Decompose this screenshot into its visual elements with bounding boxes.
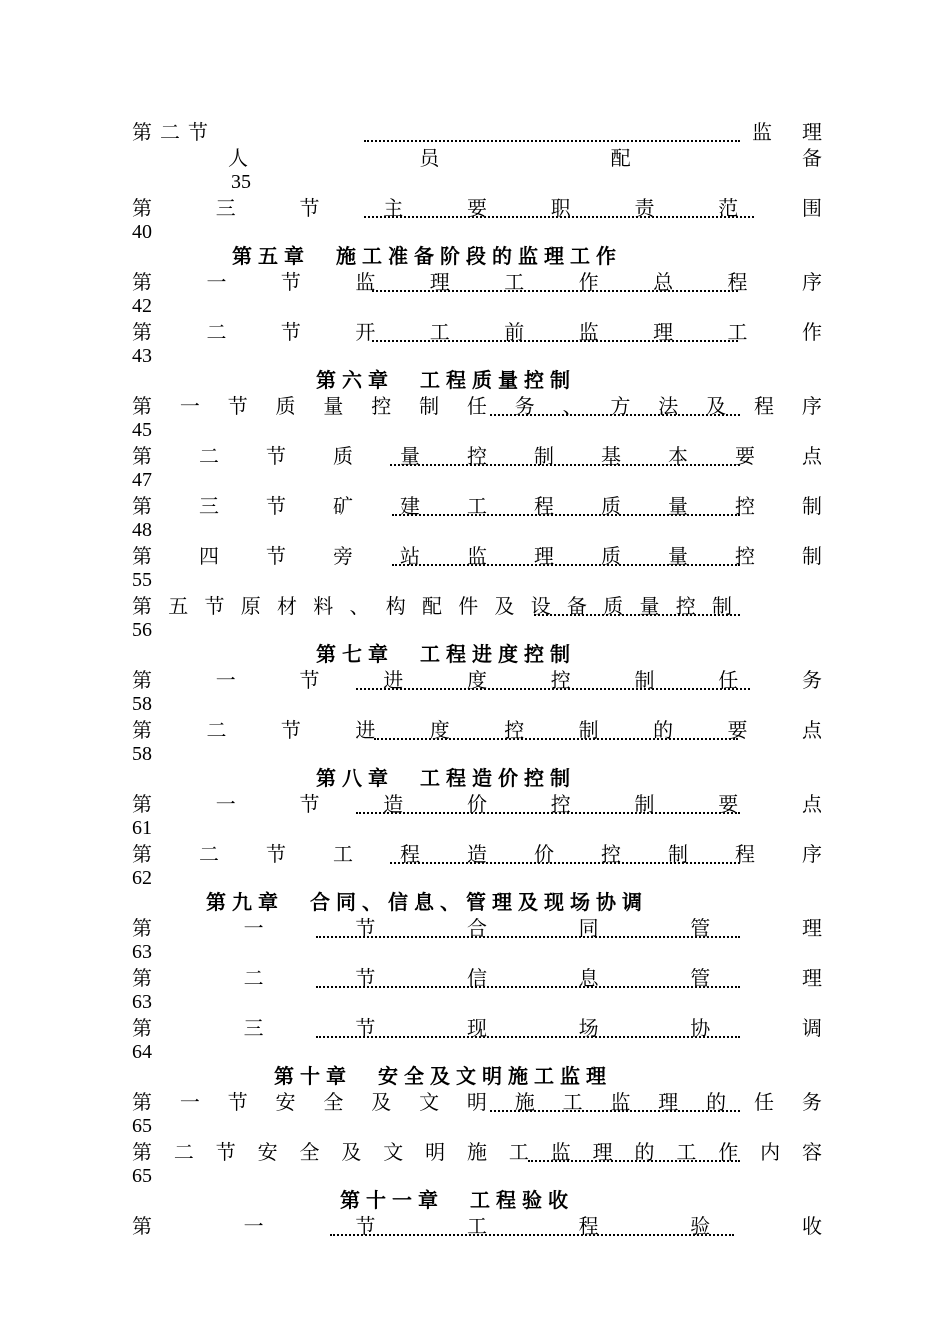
toc-char: 量 bbox=[668, 544, 688, 568]
toc-char: 监 bbox=[610, 1090, 631, 1114]
toc-char: 基 bbox=[601, 444, 621, 468]
toc-char: 程 bbox=[400, 842, 420, 866]
page-number: 65 bbox=[132, 1165, 152, 1187]
toc-char: 作 bbox=[801, 320, 822, 344]
toc-char: 一 bbox=[206, 270, 227, 294]
toc-char: 的 bbox=[634, 1140, 655, 1164]
leader-dots bbox=[534, 614, 740, 616]
toc-char: 监 bbox=[578, 320, 599, 344]
toc-char: 三 bbox=[243, 1016, 264, 1040]
toc-char: 信 bbox=[466, 966, 487, 990]
toc-char: 任 bbox=[718, 668, 739, 692]
toc-char: 管 bbox=[690, 916, 711, 940]
toc-char: 度 bbox=[429, 718, 450, 742]
toc-char: 度 bbox=[467, 668, 487, 692]
toc-char: 节 bbox=[280, 718, 301, 742]
toc-char: 内 bbox=[760, 1140, 781, 1164]
toc-char: 料 bbox=[313, 594, 334, 618]
page-number: 43 bbox=[132, 345, 152, 367]
toc-char: 控 bbox=[735, 494, 755, 518]
toc-char: 构 bbox=[385, 594, 406, 618]
toc-char: 、 bbox=[562, 394, 583, 418]
page-number: 35 bbox=[231, 171, 251, 193]
toc-char: 总 bbox=[653, 270, 674, 294]
toc-char: 制 bbox=[578, 718, 599, 742]
toc-char: 第 bbox=[132, 494, 152, 518]
toc-char: 安 bbox=[275, 1090, 296, 1114]
toc-char: 第 bbox=[132, 270, 152, 294]
toc-char: 工 bbox=[429, 320, 450, 344]
toc-char: 一 bbox=[243, 916, 264, 940]
toc-char: 及 bbox=[341, 1140, 362, 1164]
page-number: 58 bbox=[132, 693, 152, 715]
toc-char: 一 bbox=[215, 792, 236, 816]
leader-dots bbox=[356, 688, 750, 690]
toc-char: 明 bbox=[425, 1140, 446, 1164]
toc-char: 制 bbox=[634, 792, 655, 816]
section-label: 第二节 bbox=[132, 120, 216, 144]
toc-char: 围 bbox=[802, 196, 822, 220]
toc-char: 节 bbox=[266, 494, 286, 518]
toc-char: 监 bbox=[467, 544, 487, 568]
toc-char: 任 bbox=[753, 1090, 774, 1114]
toc-char: 序 bbox=[801, 270, 822, 294]
toc-char: 方 bbox=[610, 394, 631, 418]
toc-char: 一 bbox=[215, 668, 236, 692]
toc-char: 二 bbox=[199, 842, 219, 866]
toc-char: 人 bbox=[228, 146, 248, 170]
toc-char: 节 bbox=[299, 196, 320, 220]
toc-char: 作 bbox=[718, 1140, 739, 1164]
toc-char: 及 bbox=[371, 1090, 392, 1114]
toc-char: 制 bbox=[802, 494, 822, 518]
toc-char: 配 bbox=[422, 594, 442, 618]
toc-char: 调 bbox=[801, 1016, 822, 1040]
toc-char: 施 bbox=[467, 1140, 487, 1164]
toc-char: 工 bbox=[333, 842, 353, 866]
toc-char: 、 bbox=[349, 594, 370, 618]
section-title: 监理 bbox=[752, 120, 852, 144]
chapter-heading: 第十章 安全及文明施工监理 bbox=[274, 1064, 612, 1088]
toc-char: 要 bbox=[718, 792, 739, 816]
toc-char: 点 bbox=[802, 444, 822, 468]
toc-char: 工 bbox=[562, 1090, 583, 1114]
toc-char: 节 bbox=[355, 1016, 376, 1040]
page-number: 58 bbox=[132, 743, 152, 765]
toc-char: 务 bbox=[514, 394, 535, 418]
toc-char: 矿 bbox=[333, 494, 353, 518]
leader-dots bbox=[372, 340, 738, 342]
page-number: 48 bbox=[132, 519, 152, 541]
toc-char: 第 bbox=[132, 594, 152, 618]
leader-dots bbox=[390, 862, 740, 864]
leader-dots bbox=[528, 1160, 740, 1162]
toc-char: 前 bbox=[504, 320, 525, 344]
toc-char: 二 bbox=[206, 718, 227, 742]
toc-char: 节 bbox=[299, 792, 320, 816]
toc-char: 节 bbox=[204, 594, 225, 618]
toc-char: 理 bbox=[658, 1090, 679, 1114]
toc-char: 验 bbox=[690, 1214, 711, 1238]
toc-char: 制 bbox=[712, 594, 732, 618]
toc-char: 第 bbox=[132, 916, 152, 940]
toc-char: 的 bbox=[706, 1090, 727, 1114]
toc-char: 价 bbox=[467, 792, 487, 816]
page-number: 40 bbox=[132, 221, 152, 243]
toc-char: 制 bbox=[419, 394, 440, 418]
toc-char: 管 bbox=[690, 966, 711, 990]
toc-char: 三 bbox=[199, 494, 219, 518]
toc-char: 工 bbox=[466, 1214, 487, 1238]
toc-char: 备 bbox=[801, 146, 822, 170]
page-number: 62 bbox=[132, 867, 152, 889]
toc-char: 质 bbox=[601, 544, 621, 568]
leader-dots bbox=[374, 738, 738, 740]
toc-char: 收 bbox=[801, 1214, 822, 1238]
toc-char: 量 bbox=[668, 494, 688, 518]
toc-char: 第 bbox=[132, 394, 152, 418]
toc-char: 程 bbox=[534, 494, 554, 518]
toc-char: 协 bbox=[690, 1016, 711, 1040]
leader-dots bbox=[390, 464, 740, 466]
toc-char: 监 bbox=[550, 1140, 571, 1164]
toc-char: 价 bbox=[534, 842, 554, 866]
toc-char: 全 bbox=[299, 1140, 320, 1164]
toc-char: 二 bbox=[173, 1140, 194, 1164]
toc-char: 作 bbox=[578, 270, 599, 294]
toc-char: 控 bbox=[504, 718, 525, 742]
toc-char: 工 bbox=[508, 1140, 529, 1164]
toc-char: 节 bbox=[227, 394, 248, 418]
toc-char: 件 bbox=[458, 594, 479, 618]
toc-char: 质 bbox=[603, 594, 624, 618]
toc-char: 工 bbox=[676, 1140, 697, 1164]
toc-char: 合 bbox=[466, 916, 487, 940]
page-number: 45 bbox=[132, 419, 152, 441]
toc-char: 量 bbox=[639, 594, 660, 618]
toc-char: 制 bbox=[668, 842, 688, 866]
toc-char: 开 bbox=[355, 320, 376, 344]
toc-char: 序 bbox=[801, 394, 822, 418]
page-number: 55 bbox=[132, 569, 152, 591]
toc-char: 点 bbox=[802, 792, 822, 816]
toc-char: 程 bbox=[727, 270, 748, 294]
page-number: 63 bbox=[132, 941, 152, 963]
leader-dots bbox=[356, 812, 740, 814]
toc-char: 制 bbox=[634, 668, 655, 692]
toc-char: 范 bbox=[718, 196, 739, 220]
toc-char: 点 bbox=[801, 718, 822, 742]
toc-char: 造 bbox=[467, 842, 487, 866]
toc-char: 控 bbox=[467, 444, 487, 468]
toc-char: 控 bbox=[371, 394, 392, 418]
toc-char: 任 bbox=[466, 394, 487, 418]
toc-char: 量 bbox=[400, 444, 420, 468]
toc-char: 及 bbox=[494, 594, 515, 618]
toc-char: 第 bbox=[132, 1016, 152, 1040]
toc-char: 备 bbox=[567, 594, 587, 618]
toc-char: 理 bbox=[592, 1140, 613, 1164]
toc-char: 第 bbox=[132, 792, 152, 816]
toc-char: 同 bbox=[578, 916, 599, 940]
toc-char: 息 bbox=[578, 966, 599, 990]
toc-char: 的 bbox=[653, 718, 674, 742]
toc-char: 要 bbox=[727, 718, 748, 742]
toc-char: 一 bbox=[179, 394, 200, 418]
chapter-heading: 第五章 施工准备阶段的监理工作 bbox=[232, 244, 622, 268]
chapter-heading: 第十一章 工程验收 bbox=[340, 1188, 574, 1212]
toc-char: 法 bbox=[658, 394, 679, 418]
toc-char: 五 bbox=[168, 594, 189, 618]
toc-char: 设 bbox=[530, 594, 551, 618]
toc-char: 容 bbox=[802, 1140, 822, 1164]
page-number: 65 bbox=[132, 1115, 152, 1137]
toc-char: 制 bbox=[534, 444, 554, 468]
toc-char: 第 bbox=[132, 1090, 152, 1114]
toc-char: 四 bbox=[199, 544, 219, 568]
toc-char: 工 bbox=[727, 320, 748, 344]
page-number: 64 bbox=[132, 1041, 152, 1063]
toc-char: 建 bbox=[400, 494, 420, 518]
toc-char: 现 bbox=[466, 1016, 487, 1040]
toc-char: 量 bbox=[323, 394, 344, 418]
toc-char: 务 bbox=[801, 1090, 822, 1114]
toc-char: 第 bbox=[132, 444, 152, 468]
toc-char: 第 bbox=[132, 668, 152, 692]
toc-char: 质 bbox=[275, 394, 296, 418]
toc-char: 二 bbox=[206, 320, 227, 344]
chapter-heading: 第七章 工程进度控制 bbox=[316, 642, 576, 666]
toc-char: 工 bbox=[467, 494, 487, 518]
toc-char: 节 bbox=[227, 1090, 248, 1114]
toc-char: 全 bbox=[323, 1090, 344, 1114]
leader-dots bbox=[490, 1110, 740, 1112]
toc-char: 一 bbox=[179, 1090, 200, 1114]
toc-char: 站 bbox=[400, 544, 420, 568]
toc-char: 节 bbox=[299, 668, 320, 692]
toc-char: 原 bbox=[240, 594, 261, 618]
toc-char: 进 bbox=[383, 668, 404, 692]
toc-char: 监 bbox=[355, 270, 376, 294]
leader-dots bbox=[316, 986, 740, 988]
toc-char: 序 bbox=[802, 842, 822, 866]
toc-char: 造 bbox=[383, 792, 404, 816]
toc-char: 施 bbox=[514, 1090, 535, 1114]
toc-char: 文 bbox=[383, 1140, 404, 1164]
toc-char: 及 bbox=[706, 394, 727, 418]
chapter-heading: 第八章 工程造价控制 bbox=[316, 766, 576, 790]
chapter-heading: 第六章 工程质量控制 bbox=[316, 368, 576, 392]
toc-char: 员 bbox=[419, 146, 440, 170]
toc-char: 二 bbox=[243, 966, 264, 990]
toc-char: 责 bbox=[634, 196, 655, 220]
toc-char: 进 bbox=[355, 718, 376, 742]
toc-char: 程 bbox=[735, 842, 755, 866]
toc-char: 理 bbox=[801, 966, 822, 990]
leader-dots bbox=[372, 290, 738, 292]
toc-char: 节 bbox=[266, 842, 286, 866]
toc-char: 配 bbox=[610, 146, 631, 170]
leader-dots bbox=[330, 1234, 734, 1236]
leader-dots bbox=[364, 140, 740, 142]
page-number: 47 bbox=[132, 469, 152, 491]
toc-char: 节 bbox=[280, 320, 301, 344]
leader-dots bbox=[316, 936, 740, 938]
leader-dots bbox=[316, 1036, 740, 1038]
toc-char: 第 bbox=[132, 966, 152, 990]
toc-char: 第 bbox=[132, 718, 152, 742]
chapter-heading: 第九章 合同、信息、管理及现场协调 bbox=[206, 890, 648, 914]
toc-char: 理 bbox=[653, 320, 674, 344]
toc-char: 一 bbox=[243, 1214, 264, 1238]
toc-char: 控 bbox=[735, 544, 755, 568]
toc-char: 节 bbox=[355, 916, 376, 940]
toc-char: 节 bbox=[355, 1214, 376, 1238]
toc-char: 要 bbox=[735, 444, 755, 468]
toc-char: 文 bbox=[419, 1090, 440, 1114]
toc-char: 场 bbox=[578, 1016, 599, 1040]
toc-char: 节 bbox=[266, 444, 286, 468]
toc-char: 节 bbox=[355, 966, 376, 990]
toc-char: 控 bbox=[550, 668, 571, 692]
toc-char: 程 bbox=[578, 1214, 599, 1238]
page-number: 56 bbox=[132, 619, 152, 641]
toc-char: 第 bbox=[132, 196, 152, 220]
page-number: 61 bbox=[132, 817, 152, 839]
toc-char: 第 bbox=[132, 1214, 152, 1238]
leader-dots bbox=[392, 514, 740, 516]
toc-char: 本 bbox=[668, 444, 688, 468]
toc-char: 材 bbox=[277, 594, 297, 618]
toc-char: 程 bbox=[753, 394, 774, 418]
toc-char: 理 bbox=[801, 916, 822, 940]
toc-char: 职 bbox=[550, 196, 571, 220]
leader-dots bbox=[364, 216, 754, 218]
toc-char: 旁 bbox=[333, 544, 353, 568]
toc-char: 质 bbox=[333, 444, 353, 468]
toc-char: 控 bbox=[675, 594, 696, 618]
toc-char: 主 bbox=[383, 196, 404, 220]
page-number: 42 bbox=[132, 295, 152, 317]
page-number: 63 bbox=[132, 991, 152, 1013]
toc-char: 务 bbox=[802, 668, 822, 692]
toc-char: 要 bbox=[467, 196, 487, 220]
toc-char: 理 bbox=[429, 270, 450, 294]
toc-char: 理 bbox=[534, 544, 554, 568]
toc-char: 安 bbox=[257, 1140, 278, 1164]
toc-char: 节 bbox=[215, 1140, 236, 1164]
toc-char: 三 bbox=[215, 196, 236, 220]
toc-char: 第 bbox=[132, 1140, 152, 1164]
toc-char: 第 bbox=[132, 544, 152, 568]
toc-entry-cont bbox=[228, 144, 822, 170]
toc-char: 第 bbox=[132, 320, 152, 344]
toc-char: 节 bbox=[266, 544, 286, 568]
leader-dots bbox=[392, 564, 740, 566]
toc-char: 第 bbox=[132, 842, 152, 866]
toc-char: 节 bbox=[280, 270, 301, 294]
toc-char: 质 bbox=[601, 494, 621, 518]
toc-char: 明 bbox=[466, 1090, 487, 1114]
toc-char: 控 bbox=[601, 842, 621, 866]
leader-dots bbox=[490, 414, 740, 416]
toc-char: 二 bbox=[199, 444, 219, 468]
toc-char: 制 bbox=[802, 544, 822, 568]
toc-char: 工 bbox=[504, 270, 525, 294]
toc-char: 控 bbox=[550, 792, 571, 816]
